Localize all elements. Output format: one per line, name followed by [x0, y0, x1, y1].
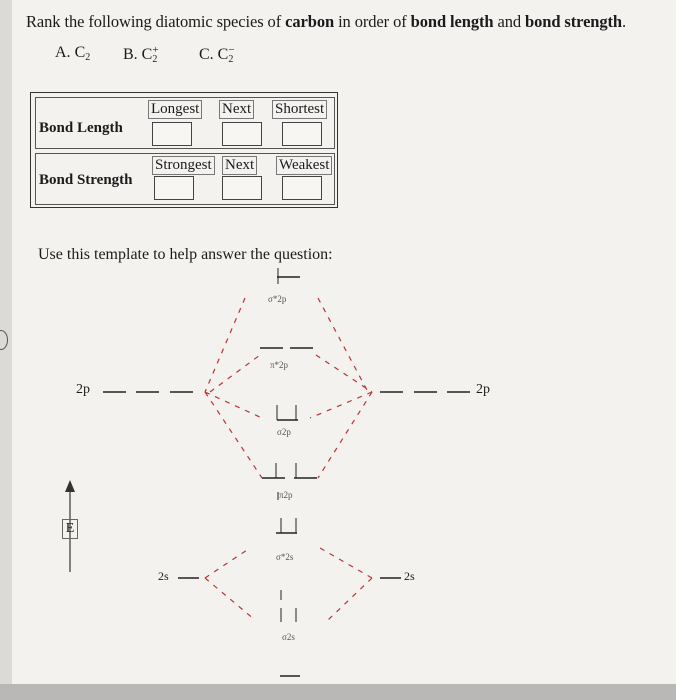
- option-b-base: C: [141, 46, 153, 63]
- option-b-sub: 2: [152, 54, 158, 65]
- strongest-header: Strongest: [152, 156, 215, 175]
- sigma-2p-label: σ2p: [277, 427, 291, 437]
- question-prefix: Rank the following diatomic species of: [26, 12, 286, 31]
- option-b-charge: +: [152, 44, 159, 56]
- sigma-2s-label: σ2s: [282, 632, 295, 642]
- next-header-strength: Next: [222, 156, 257, 175]
- option-c-base: C: [217, 46, 229, 63]
- shortest-header: Shortest: [272, 100, 327, 119]
- energy-label: E: [62, 519, 78, 539]
- bond-length-label: Bond Length: [39, 120, 123, 136]
- right-2p-label: 2p: [476, 382, 490, 397]
- electron-arrows: [276, 268, 296, 622]
- right-2s-label: 2s: [404, 569, 415, 583]
- question-bond-strength: bond strength: [525, 12, 622, 31]
- question-middle: in order of: [334, 12, 411, 31]
- sigma-star-2s-label: σ*2s: [276, 552, 294, 562]
- option-c-charge: −: [228, 44, 235, 56]
- weakest-header: Weakest: [276, 156, 332, 175]
- correlation-lines: [205, 298, 372, 620]
- next-header-length: Next: [219, 100, 254, 119]
- option-c-sub: 2: [228, 54, 234, 65]
- longest-header: Longest: [148, 100, 202, 119]
- left-2s-label: 2s: [158, 569, 169, 583]
- question-bond-length: bond length: [410, 12, 494, 31]
- question-carbon: carbon: [285, 12, 335, 31]
- option-a-base: C: [74, 44, 86, 61]
- pi-2p-label: π2p: [279, 490, 293, 500]
- question-and: and: [493, 12, 526, 31]
- option-a-sub: 2: [85, 52, 91, 63]
- left-2p-label: 2p: [76, 382, 90, 397]
- pi-star-2p-label: π*2p: [270, 360, 289, 370]
- sigma-star-2p-label: σ*2p: [268, 294, 287, 304]
- mo-levels: [103, 277, 470, 676]
- template-caption: Use this template to help answer the question:: [38, 246, 333, 263]
- option-a-letter: A.: [55, 44, 71, 61]
- option-c-letter: C.: [199, 46, 214, 63]
- bottom-bar: [0, 684, 676, 700]
- option-b-letter: B.: [123, 46, 138, 63]
- question-period: .: [622, 12, 627, 31]
- bond-strength-label: Bond Strength: [39, 172, 133, 188]
